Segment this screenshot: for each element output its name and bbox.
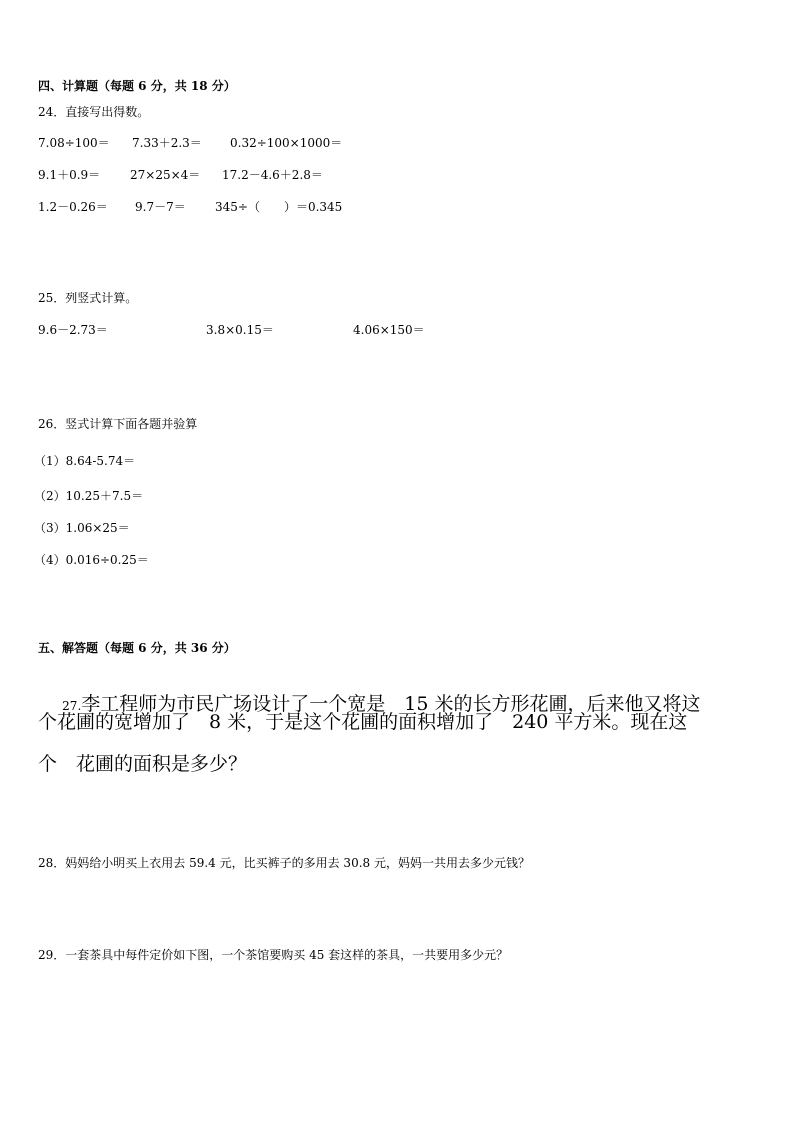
section-4-heading: 四、计算题（每题 6 分，共 18 分） — [38, 79, 236, 93]
q24-item: 9.1＋0.9＝ — [38, 168, 101, 182]
q25-item: 4.06×150＝ — [353, 323, 425, 337]
question-27-line-1: 李工程师为市民广场设计了一个宽是 15 米的长方形花圃，后来他又将这 — [81, 693, 701, 715]
q24-item: 0.32÷100×1000＝ — [230, 136, 343, 150]
question-27-line-2: 个花圃的宽增加了 8 米，于是这个花圃的面积增加了 240 平方米。现在这 — [38, 711, 688, 733]
question-28: 28．妈妈给小明买上衣用去 59.4 元，比买裤子的多用去 30.8 元，妈妈一共用去多少元钱？ — [38, 856, 530, 870]
q24-item: 1.2－0.26＝ — [38, 200, 108, 214]
q25-item: 3.8×0.15＝ — [206, 323, 274, 337]
question-27-line-3: 个 花圃的面积是多少？ — [38, 753, 248, 775]
section-5-heading: 五、解答题（每题 6 分，共 36 分） — [38, 641, 236, 655]
q24-item: 345÷（ ）＝0.345 — [215, 200, 343, 214]
q26-item: （1）8.64-5.74＝ — [34, 454, 136, 468]
q26-item: （2）10.25＋7.5＝ — [34, 489, 144, 503]
question-24-title: 24．直接写出得数。 — [38, 105, 150, 119]
q24-item: 17.2－4.6＋2.8＝ — [222, 168, 323, 182]
q24-item: 7.08÷100＝ — [38, 136, 110, 150]
question-25-title: 25．列竖式计算。 — [38, 291, 138, 305]
q24-item: 27×25×4＝ — [130, 168, 201, 182]
q26-item: （3）1.06×25＝ — [34, 521, 130, 535]
question-26-title: 26．竖式计算下面各题并验算 — [38, 417, 198, 431]
question-29: 29．一套茶具中每件定价如下图，一个茶馆要购买 45 套这样的茶具，一共要用多少元？ — [38, 948, 509, 962]
q24-item: 7.33＋2.3＝ — [132, 136, 202, 150]
q25-item: 9.6－2.73＝ — [38, 323, 108, 337]
q24-item: 9.7－7＝ — [135, 200, 186, 214]
question-27-number: 27. — [62, 699, 82, 713]
q26-item: （4）0.016÷0.25＝ — [34, 553, 149, 567]
